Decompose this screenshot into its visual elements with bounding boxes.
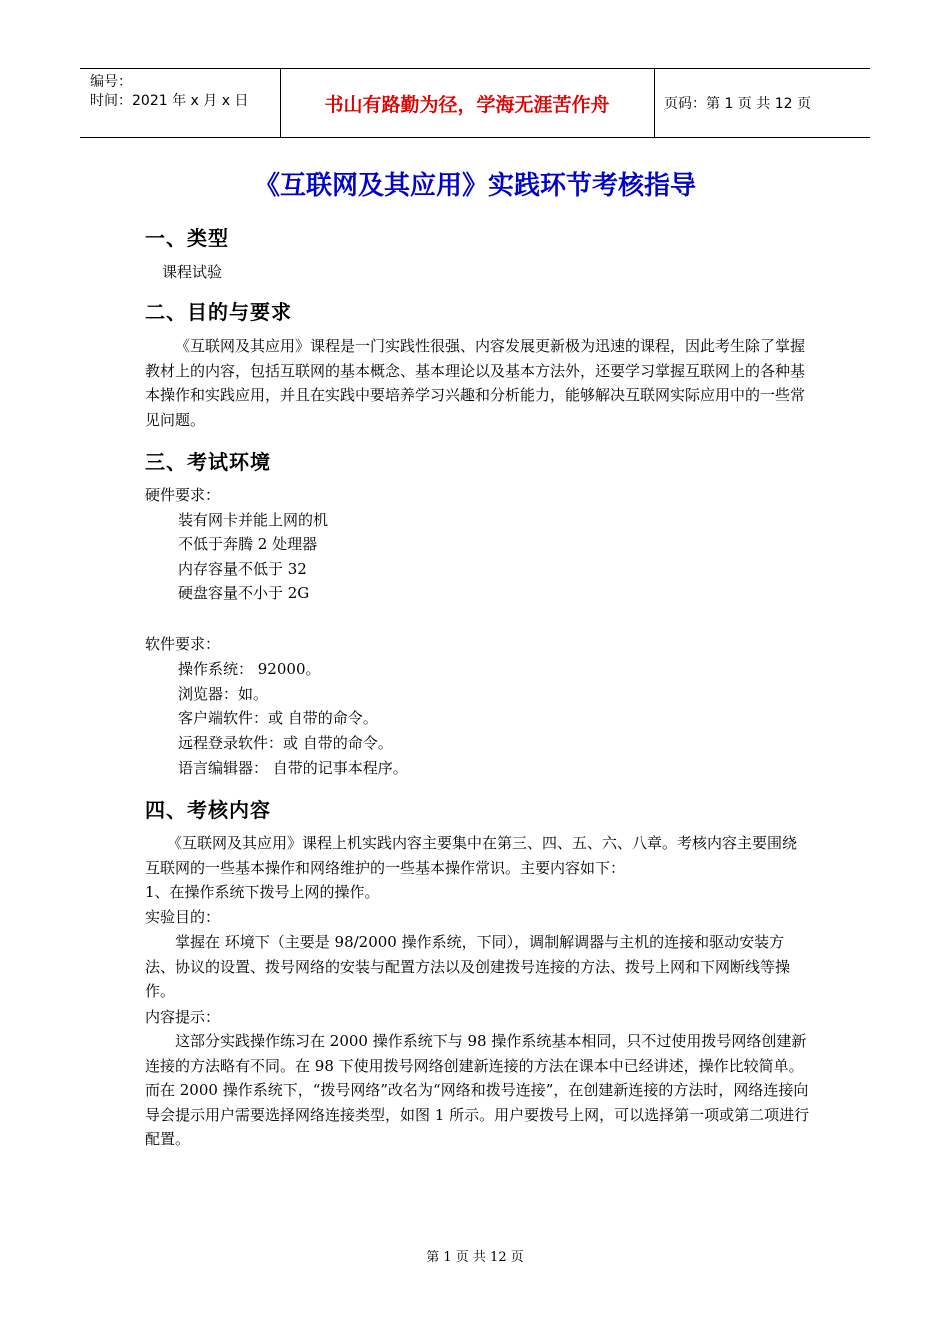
header-divider <box>654 69 655 137</box>
hardware-item: 不低于奔腾 2 处理器 <box>178 535 318 553</box>
section-text-intro: 《互联网及其应用》课程上机实践内容主要集中在第三、四、五、六、八章。考核内容主要围绕互联网的一些基本操作和网络维护的一些基本操作常识。主要内容如下： <box>145 834 798 877</box>
hint-label: 内容提示： <box>145 1008 221 1026</box>
section-heading-environment: 三、考试环境 <box>145 450 271 474</box>
page-footer: 第 1 页 共 12 页 <box>426 1250 524 1265</box>
software-item: 客户端软件：或 自带的命令。 <box>178 709 378 727</box>
hardware-label: 硬件要求： <box>145 486 221 504</box>
goal-text: 掌握在 环境下（主要是 98/2000 操作系统，下同），调制解调器与主机的连接和驱动安装方法、协议的设置、拨号网络的安装与配置方法以及创建拨号连接的方法、拨号上网和下网断线等操作。 <box>145 933 791 1000</box>
header-motto: 书山有路勤为径，学海无涯苦作舟 <box>324 93 610 116</box>
section-text-purpose: 《互联网及其应用》课程是一门实践性很强、内容发展更新极为迅速的课程，因此考生除了掌握教材上的内容，包括互联网的基本概念、基本理论以及基本方法外，还要学习掌握互联网上的各种基本操作和实践应用，并且在实践中要培养学习兴趣和分析能力，能够解决互联网实际应用中的一些常见问题。 <box>145 337 806 429</box>
goal-label: 实验目的： <box>145 908 221 926</box>
software-item: 语言编辑器： 自带的记事本程序。 <box>178 759 408 777</box>
hint-text: 这部分实践操作练习在 2000 操作系统下与 98 操作系统基本相同，只不过使用拨号网络创建新连接的方法略有不同。在 98 下使用拨号网络创建新连接的方法在课本中已经讲述，操作比较简单。而在 2000 操作系统下，“拨号网络”改名为“网络和拨号连接”，在创建新连接的方法时，网络连接向导会提示用户需要选择网络连接类型，如图 1 所示。用户要拨号上网，可以选择第一项或第二项进行配置。 <box>145 1032 810 1148</box>
hardware-item: 内存容量不低于 32 <box>178 560 307 578</box>
software-item: 浏览器：如。 <box>178 685 269 703</box>
content-item-1: 1、在操作系统下拨号上网的操作。 <box>145 883 380 901</box>
software-label: 软件要求： <box>145 635 221 653</box>
number-label: 编号： <box>90 74 132 90</box>
section-heading-content: 四、考核内容 <box>145 798 271 822</box>
date-label: 时间：2021 年 x 月 x 日 <box>90 93 249 109</box>
header-left <box>90 73 248 111</box>
header-page-info: 页码：第 1 页 共 12 页 <box>664 96 811 112</box>
software-item: 操作系统： 92000。 <box>178 660 321 678</box>
hardware-item: 装有网卡并能上网的机 <box>178 511 329 529</box>
document-title: 《互联网及其应用》实践环节考核指导 <box>253 171 696 201</box>
hardware-item: 硬盘容量不小于 2G <box>178 584 310 602</box>
software-item: 远程登录软件：或 自带的命令。 <box>178 734 393 752</box>
section-heading-purpose: 二、目的与要求 <box>145 300 292 324</box>
section-text-type: 课程试验 <box>162 263 223 281</box>
page-header <box>80 68 870 138</box>
section-heading-type: 一、类型 <box>145 226 229 250</box>
